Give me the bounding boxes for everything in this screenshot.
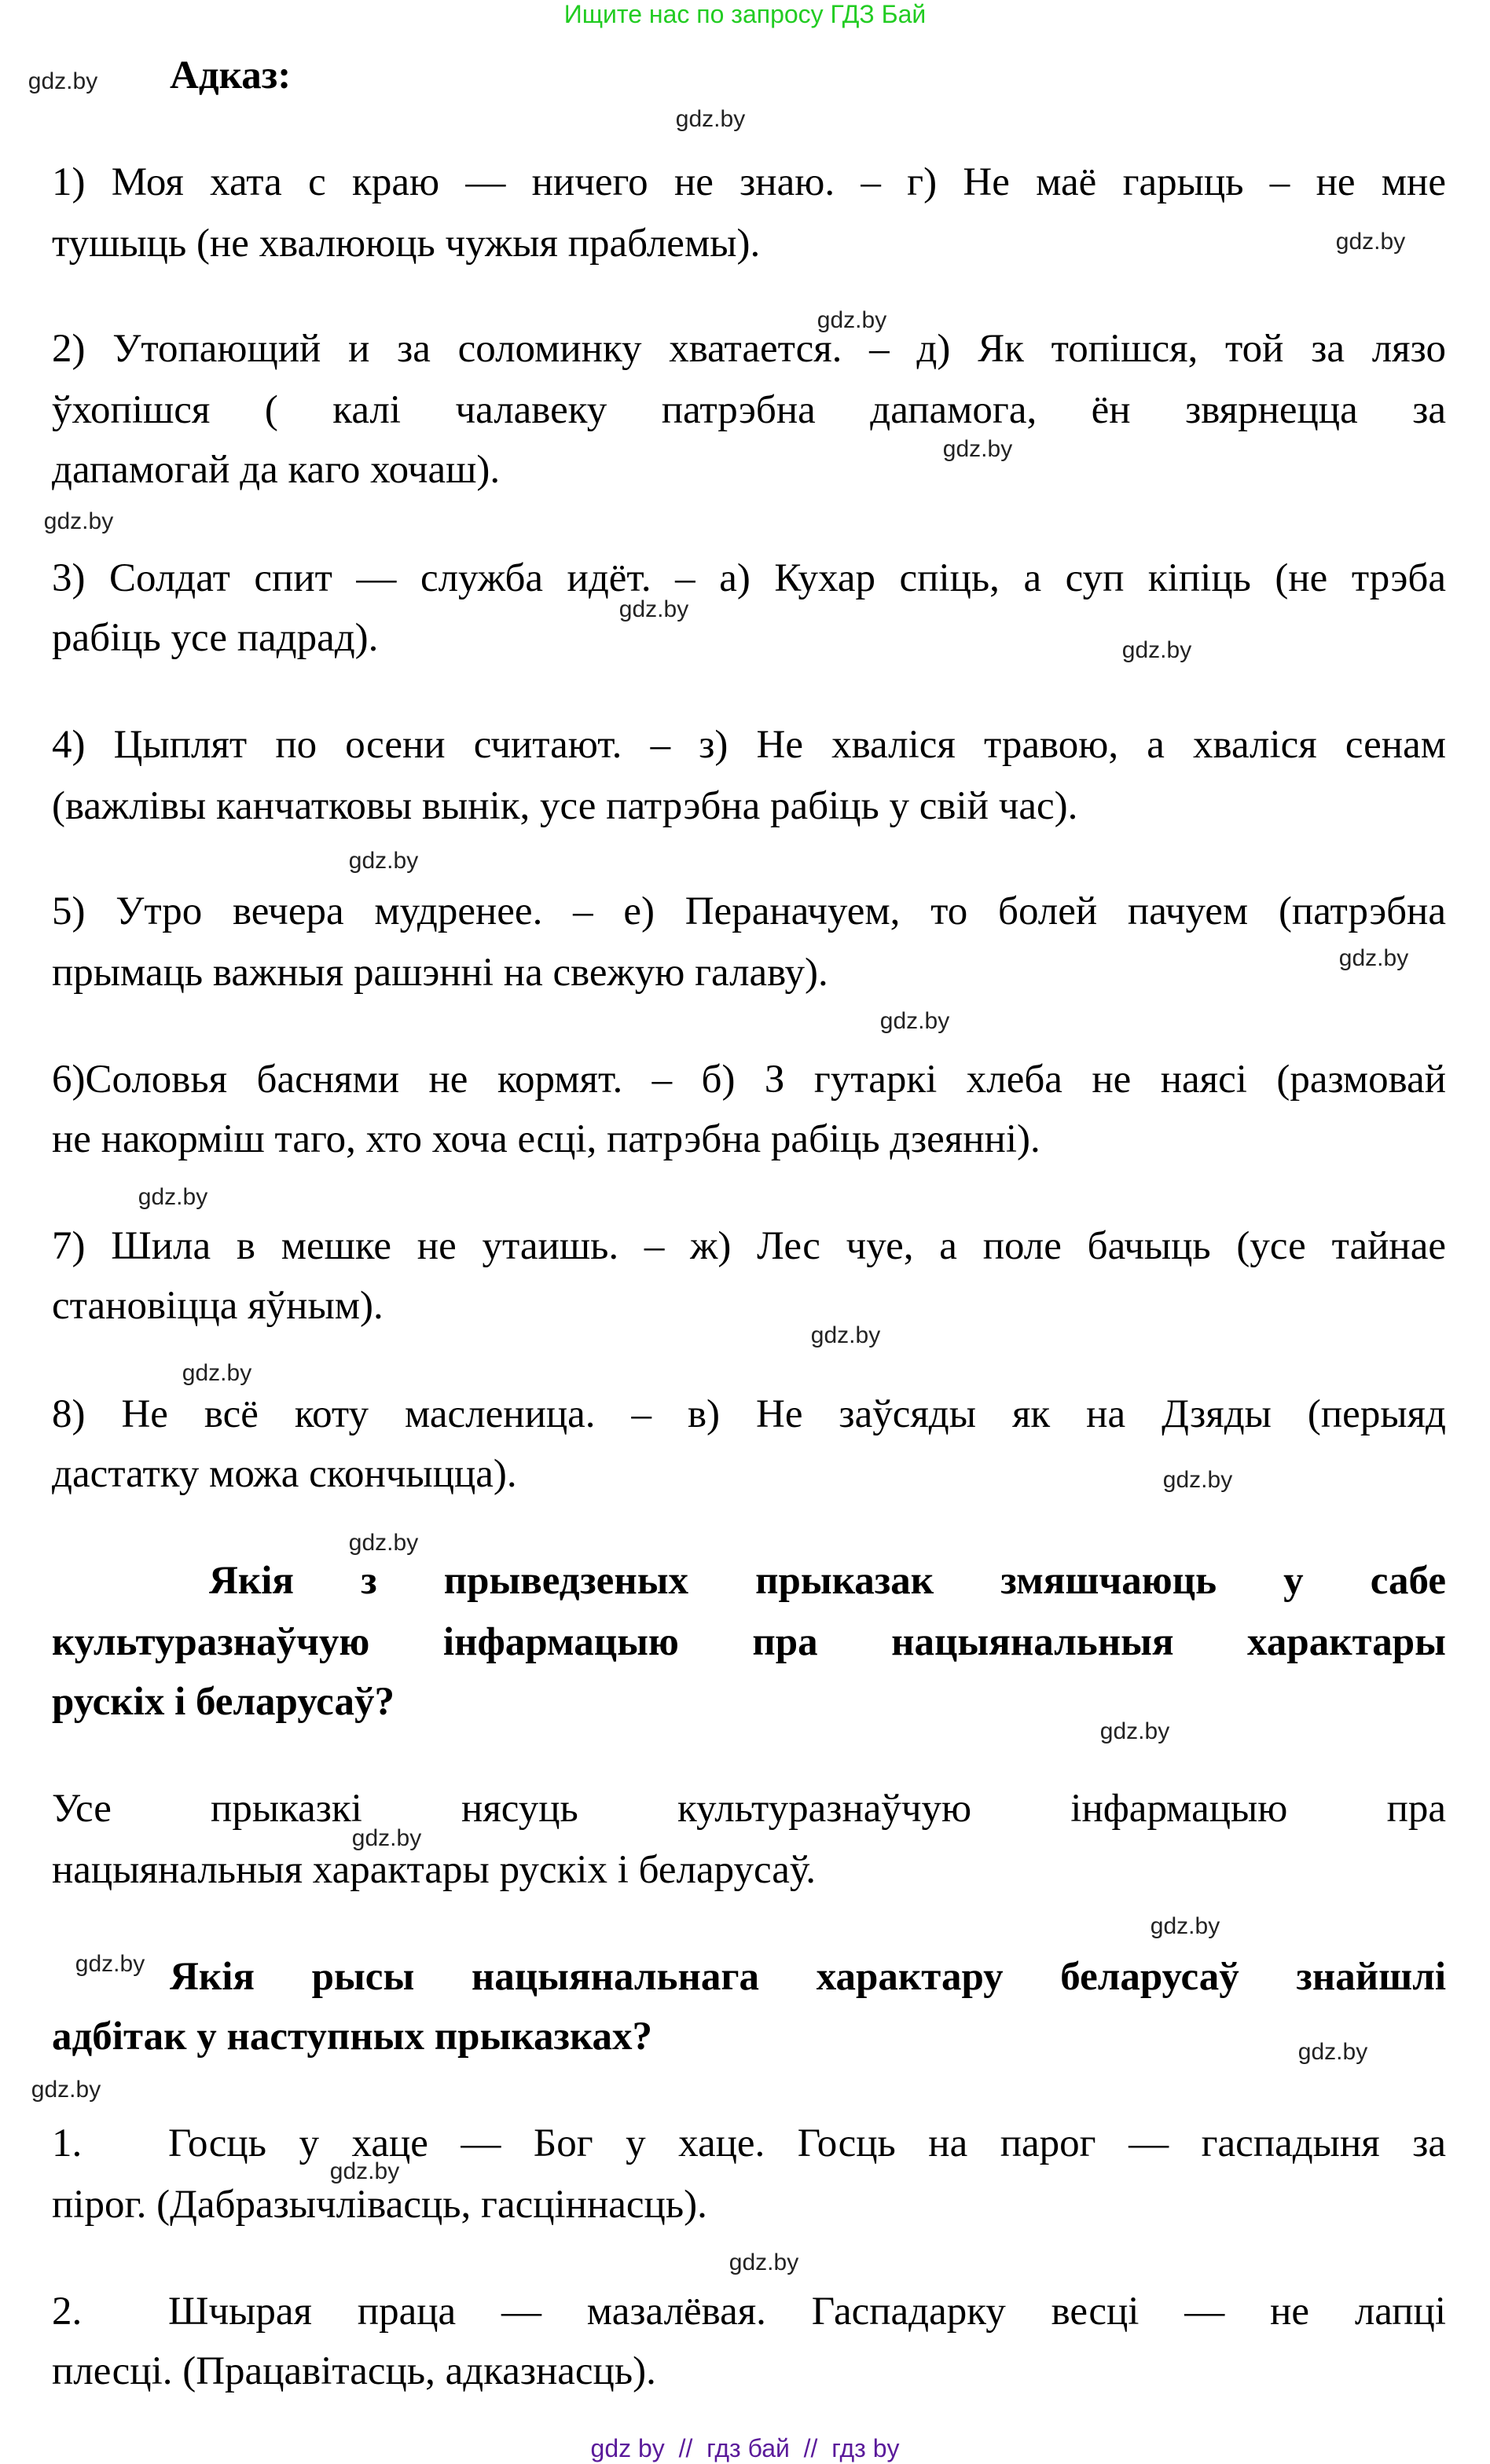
watermark: gdz.by — [1338, 945, 1409, 971]
answer-2-line-3: дапамогай да каго хочаш). — [52, 448, 501, 492]
answer-5-line-2: прымаць важныя рашэнні на свежую галаву). — [52, 951, 828, 995]
item-1-line-1: Госць у хаце — Бог у хаце. Госць на парог — гаспадыня за — [168, 2121, 1446, 2165]
question-1-line-1: Якія з прыведзеных прыказак змяшчаюць у сабе — [209, 1559, 1446, 1603]
watermark: gdz.by — [879, 1008, 950, 1034]
watermark: gdz.by — [618, 596, 689, 622]
item-2-number: 2. — [52, 2290, 83, 2334]
watermark: gdz.by — [1099, 1718, 1170, 1744]
answer-2-line-1: 2) Утопающий и за соломинку хватается. – д) Як топішся, той за лязо — [52, 327, 1446, 371]
question-1-line-3: рускіх і беларусаў? — [52, 1680, 395, 1724]
watermark: gdz.by — [31, 2077, 101, 2103]
answer-5-line-1: 5) Утро вечера мудренее. – е) Пераначуем, то болей пачуем (патрэбна — [52, 889, 1446, 933]
item-2-line-2: плесці. (Працавітасць, адказнасць). — [52, 2349, 656, 2393]
answer-4-line-2: (важлівы канчатковы вынік, усе патрэбна рабіць у свій час). — [52, 784, 1078, 828]
answer-1-line-1: 1) Моя хата с краю — ничего не знаю. – г) Не маё гарыць – не мне — [52, 160, 1446, 204]
watermark: gdz.by — [942, 436, 1013, 462]
item-1-line-2: пірог. (Дабразычлівасць, гасціннасць). — [52, 2183, 707, 2227]
watermark: gdz.by — [675, 106, 746, 132]
answer-4-line-1: 4) Цыплят по осени считают. – з) Не хваліся травою, а хваліся сенам — [52, 723, 1446, 767]
answer-2-line-2: ўхопішся ( калі чалавеку патрэбна дапамога, ён звярнецца за — [52, 388, 1446, 432]
answer-q1-line-2: нацыянальныя характары рускіх і беларусаў. — [52, 1848, 817, 1892]
watermark: gdz.by — [348, 848, 419, 874]
answer-7-line-1: 7) Шила в мешке не утаишь. – ж) Лес чуе, а поле бачыць (усе тайнае — [52, 1224, 1446, 1268]
watermark: gdz.by — [28, 68, 98, 94]
watermark: gdz.by — [348, 1530, 419, 1556]
answer-6-line-2: не накорміш таго, хто хоча есці, патрэбна рабіць дзеянні). — [52, 1117, 1040, 1161]
question-2-line-2: адбітак у наступных прыказках? — [52, 2015, 653, 2059]
watermark: gdz.by — [1162, 1467, 1233, 1493]
answer-q1-line-1: Усе прыказкі нясуць культуразнаўчую інфармацыю пра — [52, 1787, 1446, 1831]
search-promo-banner[interactable]: Ищите нас по запросу ГДЗ Бай — [563, 0, 927, 28]
answer-heading: Адказ: — [170, 53, 292, 97]
watermark: gdz.by — [1150, 1913, 1220, 1939]
watermark: gdz.by — [810, 1322, 881, 1348]
watermark: gdz.by — [43, 508, 114, 534]
answer-3-line-2: рабіць усе падрад). — [52, 616, 379, 660]
question-1-line-2: культуразнаўчую інфармацыю пра нацыянальныя характары — [52, 1620, 1446, 1664]
answer-8-line-1: 8) Не всё коту масленица. – в) Не заўсяды як на Дзяды (перыяд — [52, 1392, 1446, 1436]
watermark: gdz.by — [817, 307, 887, 333]
answer-3-line-1: 3) Солдат спит — служба идёт. – а) Кухар спіць, а суп кіпіць (не трэба — [52, 556, 1446, 600]
watermark: gdz.by — [138, 1184, 208, 1210]
watermark: gdz.by — [1297, 2039, 1368, 2065]
watermark: gdz.by — [182, 1360, 252, 1386]
watermark: gdz.by — [1335, 229, 1406, 255]
answer-8-line-2: дастатку можа скончыцца). — [52, 1452, 517, 1496]
footer-links[interactable]: gdz by // гдз бай // гдз by — [590, 2434, 900, 2462]
watermark: gdz.by — [75, 1951, 145, 1977]
item-1-number: 1. — [52, 2121, 83, 2165]
question-2-line-1: Якія рысы нацыянальнага характару беларусаў знайшлі — [170, 1955, 1446, 1999]
answer-7-line-2: становіцца яўным). — [52, 1284, 384, 1328]
answer-6-line-1: 6)Соловья баснями не кормят. – б) З гутаркі хлеба не наясі (размовай — [52, 1058, 1446, 1102]
watermark: gdz.by — [728, 2250, 799, 2275]
watermark: gdz.by — [1121, 637, 1192, 663]
answer-1-line-2: тушыць (не хвалююць чужыя праблемы). — [52, 222, 761, 266]
item-2-line-1: Шчырая праца — мазалёвая. Гаспадарку весці — не лапці — [168, 2290, 1446, 2334]
watermark: gdz.by — [351, 1825, 422, 1851]
watermark: gdz.by — [329, 2158, 400, 2184]
